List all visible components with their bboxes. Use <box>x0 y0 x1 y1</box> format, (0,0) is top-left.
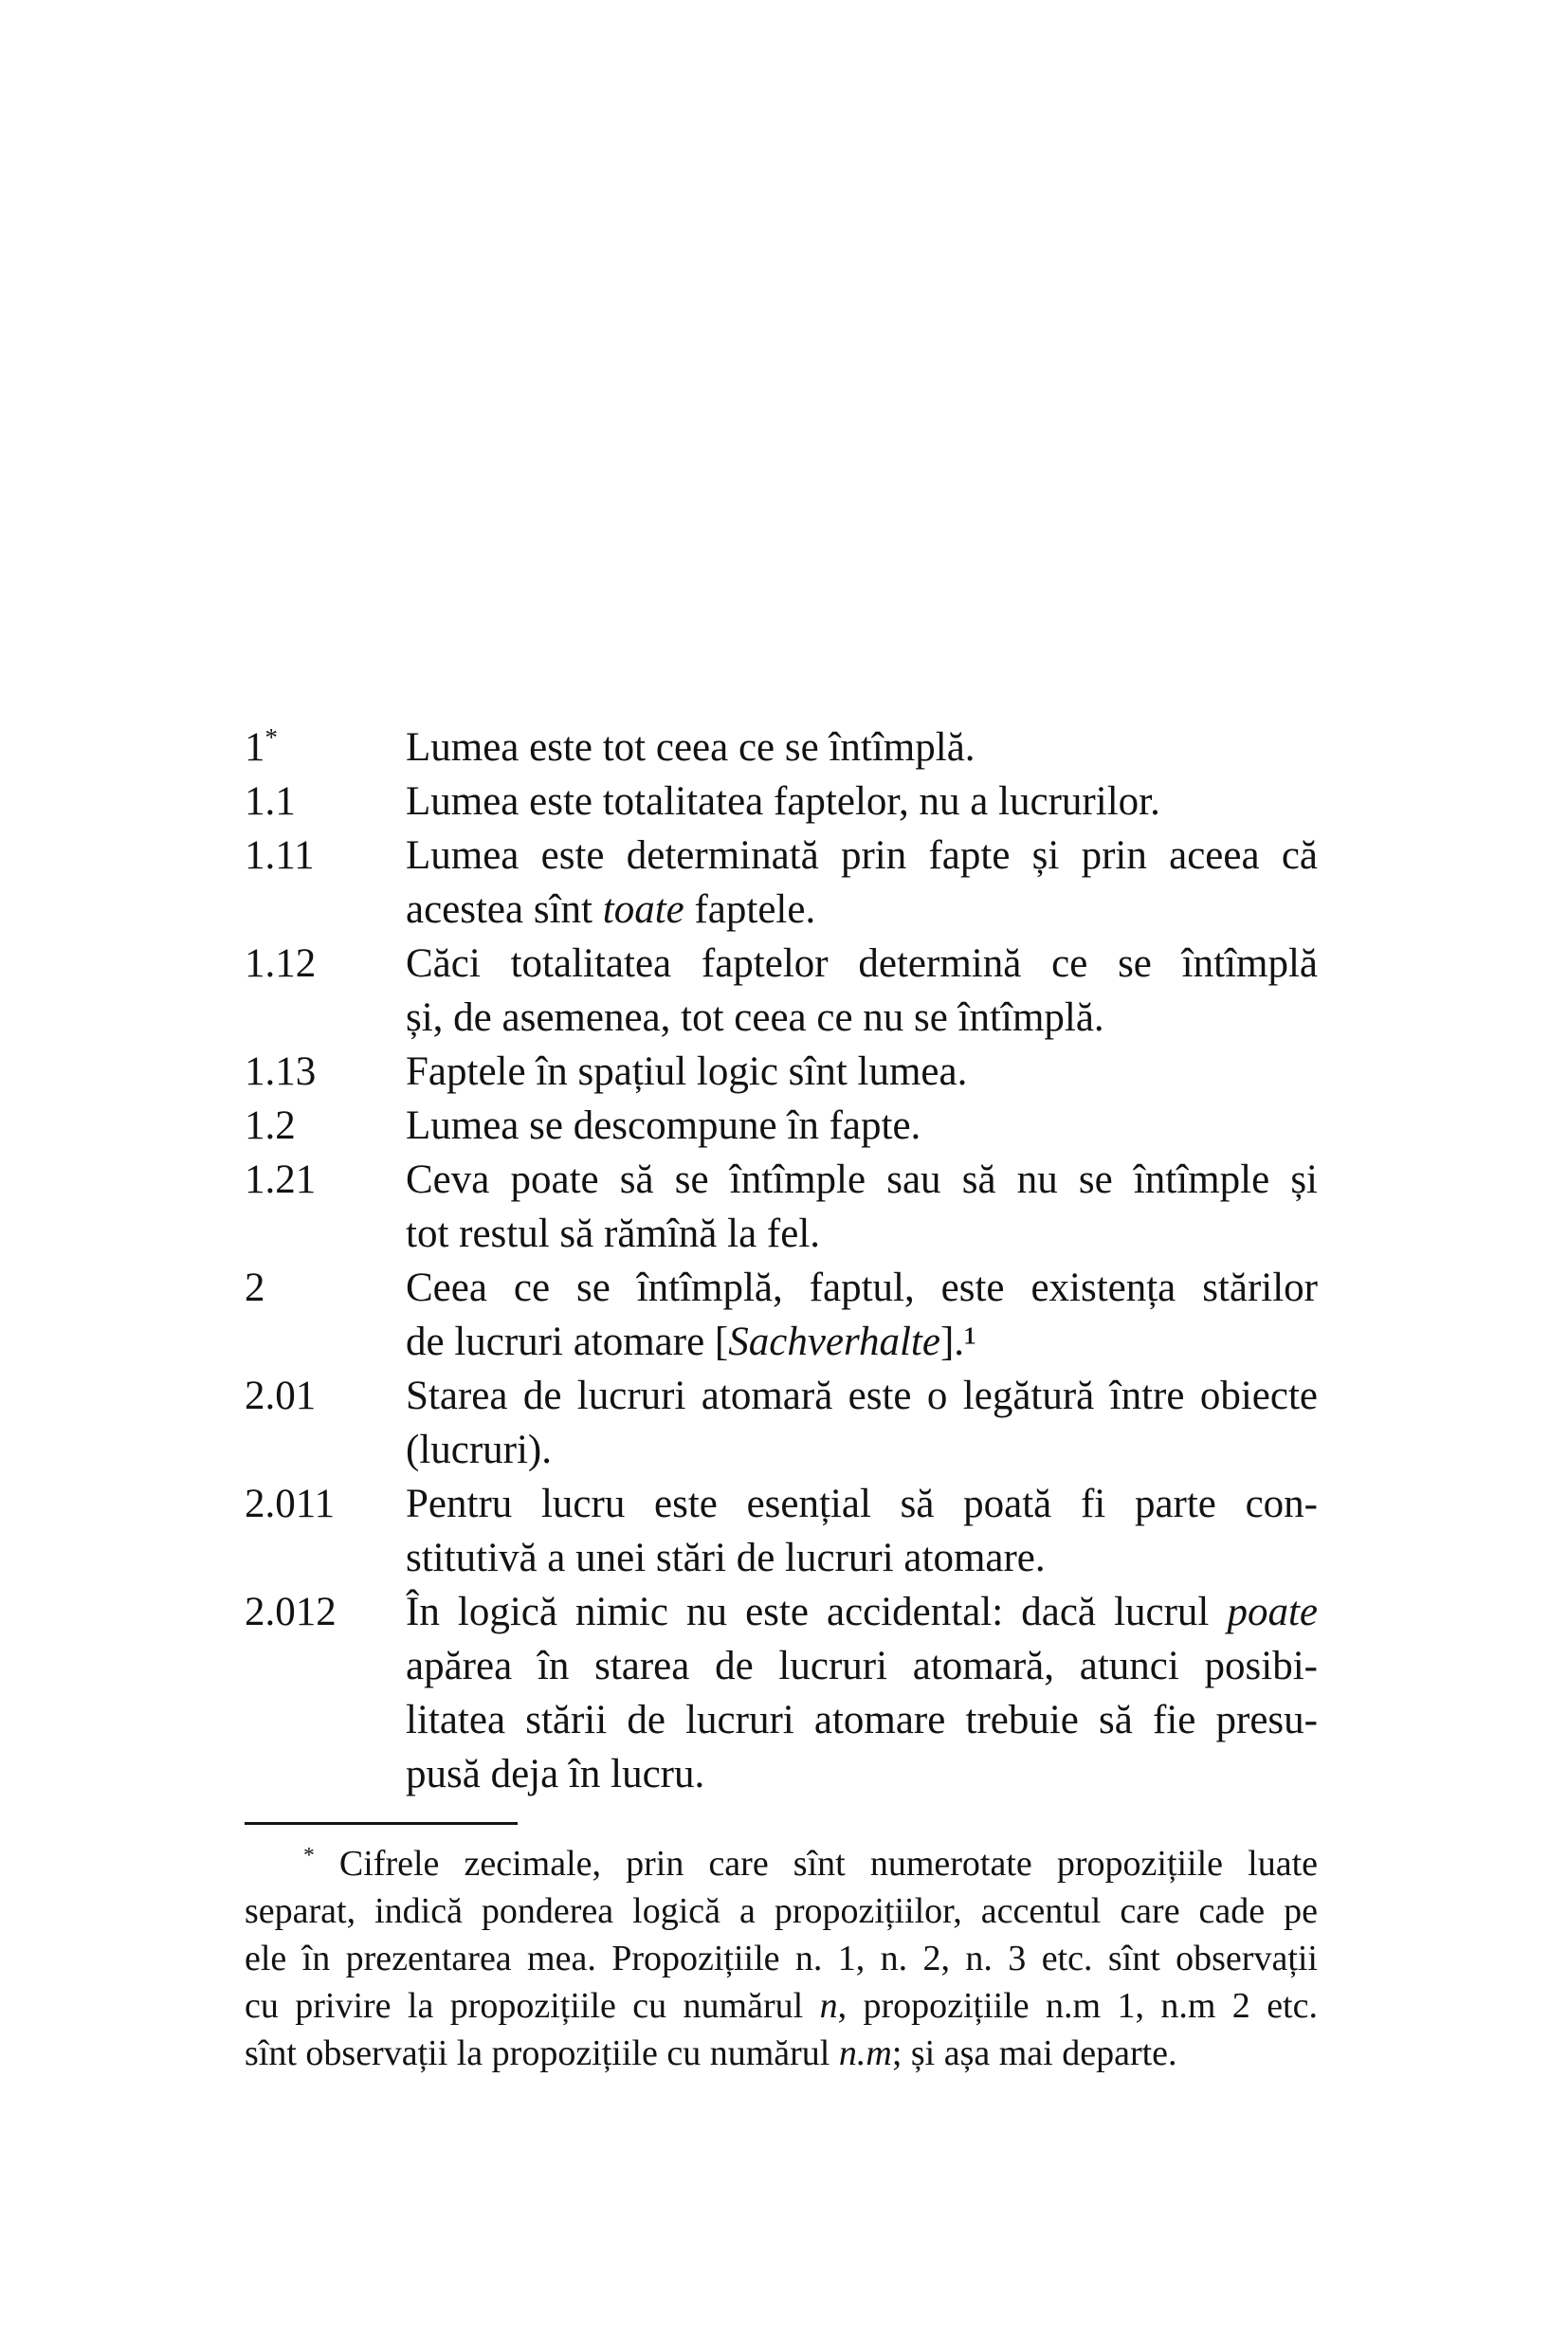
proposition-number: 1.13 <box>245 1049 317 1094</box>
proposition-line: Ceea ce se întîmplă, faptul, este existența stărilor <box>406 1266 1318 1310</box>
proposition-line: (lucruri). <box>406 1428 553 1472</box>
proposition-line: Lumea se descompune în fapte. <box>406 1103 921 1148</box>
proposition-number: 2.01 <box>245 1374 317 1418</box>
text-block <box>245 720 1318 2077</box>
proposition-number: 1.12 <box>245 941 317 986</box>
proposition-row <box>245 775 1318 829</box>
proposition-line: stitutivă a unei stări de lucruri atomare. <box>406 1536 1046 1580</box>
proposition-line: Ceva poate să se întîmple sau să nu se întîmple și <box>406 1157 1318 1202</box>
proposition-row <box>245 937 1318 1045</box>
proposition-line: Lumea este totalitatea faptelor, nu a lucrurilor. <box>406 779 1160 824</box>
proposition-line: Faptele în spațiul logic sînt lumea. <box>406 1049 968 1094</box>
proposition-line: Pentru lucru este esențial să poată fi parte con- <box>406 1482 1318 1526</box>
footnote <box>245 1840 1318 2077</box>
footnote-line: separat, indică ponderea logică a propozițiilor, accentul care cade pe <box>245 1891 1318 1931</box>
footnote-line: * Cifrele zecimale, prin care sînt numerotate propozițiile luate <box>303 1843 1318 1884</box>
proposition-line: litatea stării de lucruri atomare trebuie să fie presu- <box>406 1698 1318 1742</box>
proposition-line: și, de asemenea, tot ceea ce nu se întîmplă. <box>406 995 1104 1040</box>
footnote-line: sînt observații la propozițiile cu numărul n.m; și așa mai departe. <box>245 2033 1177 2073</box>
proposition-number: 1.11 <box>245 833 315 878</box>
footnote-reference-asterisk: * <box>264 722 278 752</box>
proposition-line: În logică nimic nu este accidental: dacă lucrul poate <box>406 1590 1318 1634</box>
proposition-row <box>245 1099 1318 1153</box>
proposition-line: tot restul să rămînă la fel. <box>406 1212 821 1256</box>
footnote-line: cu privire la propozițiile cu numărul n, propozițiile n.m 1, n.m 2 etc. <box>245 1986 1318 2026</box>
footnote-asterisk-marker: * <box>303 1843 315 1868</box>
proposition-row <box>245 829 1318 937</box>
footnote-line: ele în prezentarea mea. Propozițiile n. 1, n. 2, n. 3 etc. sînt observații <box>245 1939 1318 1978</box>
proposition-number: 2.011 <box>245 1482 336 1526</box>
proposition-line: pusă deja în lucru. <box>406 1752 705 1796</box>
propositions-list <box>245 720 1318 1801</box>
proposition-number: 1* <box>245 722 278 770</box>
proposition-row <box>245 1045 1318 1099</box>
proposition-number: 1.1 <box>245 779 296 824</box>
proposition-number: 2 <box>245 1266 265 1310</box>
proposition-line: Lumea este tot ceea ce se întîmplă. <box>406 725 975 770</box>
proposition-row <box>245 1369 1318 1477</box>
proposition-row <box>245 1261 1318 1369</box>
footnote-separator <box>245 1822 518 1825</box>
proposition-number: 1.2 <box>245 1103 296 1148</box>
proposition-line: acestea sînt toate faptele. <box>406 887 816 932</box>
proposition-line: Starea de lucruri atomară este o legătură între obiecte <box>406 1374 1318 1418</box>
proposition-number: 1.21 <box>245 1157 317 1202</box>
proposition-row <box>245 1153 1318 1261</box>
proposition-line: apărea în starea de lucruri atomară, atunci posibi- <box>406 1644 1318 1688</box>
proposition-number: 2.012 <box>245 1590 337 1634</box>
proposition-line: Căci totalitatea faptelor determină ce se întîmplă <box>406 941 1318 986</box>
proposition-row <box>245 1585 1318 1801</box>
proposition-line: de lucruri atomare [Sachverhalte].¹ <box>406 1320 976 1364</box>
proposition-row <box>245 720 1318 775</box>
proposition-row <box>245 1477 1318 1585</box>
proposition-line: Lumea este determinată prin fapte și prin aceea că <box>406 833 1318 878</box>
